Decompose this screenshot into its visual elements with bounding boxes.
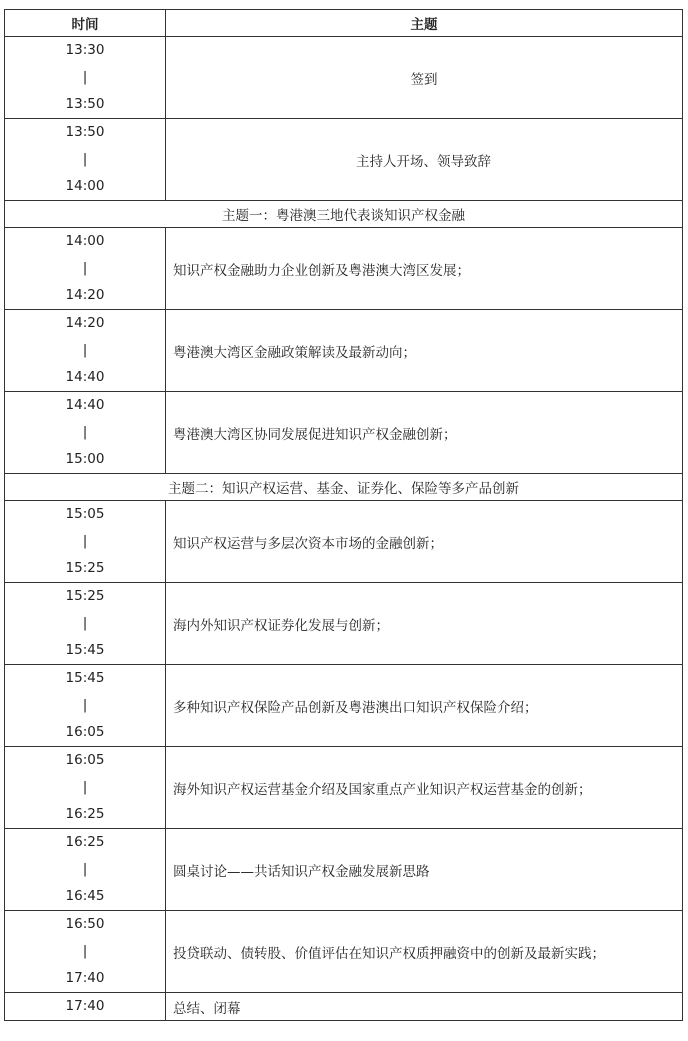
start-time: 13:30 bbox=[65, 42, 105, 58]
time-cell bbox=[5, 501, 166, 583]
agenda-row bbox=[5, 747, 683, 829]
time-cell bbox=[5, 665, 166, 747]
start-time: 17:40 bbox=[65, 998, 105, 1014]
start-time: 13:50 bbox=[65, 124, 105, 140]
time-separator: | bbox=[82, 342, 88, 358]
start-time: 15:45 bbox=[65, 670, 105, 686]
time-cell bbox=[5, 392, 166, 474]
start-time: 16:50 bbox=[65, 916, 105, 932]
time-cell bbox=[5, 228, 166, 310]
end-time: 15:00 bbox=[65, 451, 105, 467]
topic-column-header: 主题 bbox=[166, 10, 683, 37]
time-cell bbox=[5, 583, 166, 665]
start-time: 15:05 bbox=[65, 506, 105, 522]
time-cell bbox=[5, 37, 166, 119]
topic-cell: 粤港澳大湾区金融政策解读及最新动向； bbox=[166, 310, 683, 392]
agenda-row bbox=[5, 119, 683, 201]
time-separator: | bbox=[82, 697, 88, 713]
section-title: 主题二：知识产权运营、基金、证券化、保险等多产品创新 bbox=[5, 474, 683, 501]
section-title: 主题一：粤港澳三地代表谈知识产权金融 bbox=[5, 201, 683, 228]
agenda-row bbox=[5, 501, 683, 583]
section-row bbox=[5, 474, 683, 501]
end-time: 16:45 bbox=[65, 888, 105, 904]
start-time: 16:25 bbox=[65, 834, 105, 850]
topic-cell: 投贷联动、债转股、价值评估在知识产权质押融资中的创新及最新实践； bbox=[166, 911, 683, 993]
agenda-row bbox=[5, 228, 683, 310]
end-time: 15:45 bbox=[65, 642, 105, 658]
topic-cell: 海内外知识产权证券化发展与创新； bbox=[166, 583, 683, 665]
time-cell bbox=[5, 911, 166, 993]
time-cell bbox=[5, 310, 166, 392]
time-separator: | bbox=[82, 615, 88, 631]
agenda-row bbox=[5, 583, 683, 665]
topic-cell: 知识产权金融助力企业创新及粤港澳大湾区发展； bbox=[166, 228, 683, 310]
end-time: 14:20 bbox=[65, 287, 105, 303]
agenda-table bbox=[4, 9, 683, 1021]
end-time: 14:00 bbox=[65, 178, 105, 194]
time-separator: | bbox=[82, 943, 88, 959]
time-cell bbox=[5, 829, 166, 911]
topic-cell: 签到 bbox=[166, 37, 683, 119]
end-time: 16:25 bbox=[65, 806, 105, 822]
topic-cell: 多种知识产权保险产品创新及粤港澳出口知识产权保险介绍； bbox=[166, 665, 683, 747]
time-cell bbox=[5, 747, 166, 829]
section-row bbox=[5, 201, 683, 228]
topic-cell: 圆桌讨论——共话知识产权金融发展新思路 bbox=[166, 829, 683, 911]
topic-cell: 总结、闭幕 bbox=[166, 993, 683, 1021]
agenda-row bbox=[5, 911, 683, 993]
topic-cell: 粤港澳大湾区协同发展促进知识产权金融创新； bbox=[166, 392, 683, 474]
time-separator: | bbox=[82, 69, 88, 85]
time-cell bbox=[5, 119, 166, 201]
time-separator: | bbox=[82, 533, 88, 549]
header-row bbox=[5, 10, 683, 37]
agenda-row bbox=[5, 392, 683, 474]
agenda-row bbox=[5, 829, 683, 911]
agenda-row bbox=[5, 37, 683, 119]
time-separator: | bbox=[82, 151, 88, 167]
time-cell bbox=[5, 993, 166, 1021]
topic-cell: 海外知识产权运营基金介绍及国家重点产业知识产权运营基金的创新； bbox=[166, 747, 683, 829]
agenda-row bbox=[5, 310, 683, 392]
end-time: 16:05 bbox=[65, 724, 105, 740]
time-separator: | bbox=[82, 779, 88, 795]
topic-cell: 主持人开场、领导致辞 bbox=[166, 119, 683, 201]
topic-cell: 知识产权运营与多层次资本市场的金融创新； bbox=[166, 501, 683, 583]
agenda-body bbox=[5, 37, 683, 1021]
end-time: 17:40 bbox=[65, 970, 105, 986]
end-time: 13:50 bbox=[65, 96, 105, 112]
time-separator: | bbox=[82, 260, 88, 276]
time-column-header: 时间 bbox=[5, 10, 166, 37]
start-time: 14:40 bbox=[65, 397, 105, 413]
agenda-row bbox=[5, 993, 683, 1021]
time-separator: | bbox=[82, 424, 88, 440]
start-time: 14:20 bbox=[65, 315, 105, 331]
start-time: 15:25 bbox=[65, 588, 105, 604]
end-time: 14:40 bbox=[65, 369, 105, 385]
start-time: 14:00 bbox=[65, 233, 105, 249]
end-time: 15:25 bbox=[65, 560, 105, 576]
agenda-row bbox=[5, 665, 683, 747]
start-time: 16:05 bbox=[65, 752, 105, 768]
time-separator: | bbox=[82, 861, 88, 877]
